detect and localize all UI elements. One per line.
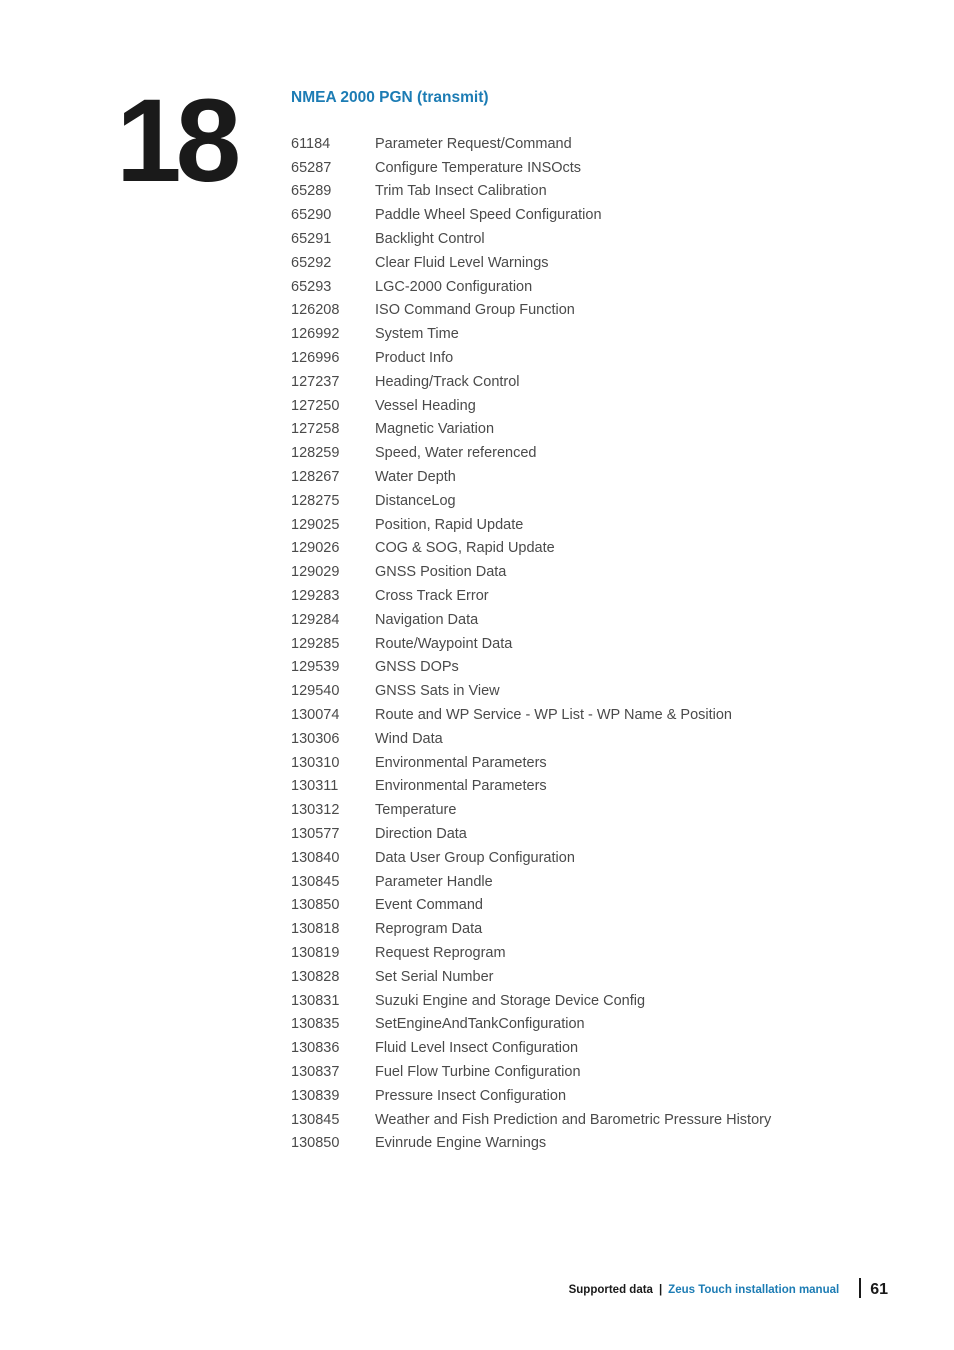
pgn-description: Data User Group Configuration <box>375 849 575 866</box>
pgn-description: Fuel Flow Turbine Configuration <box>375 1063 581 1080</box>
pgn-description: Pressure Insect Configuration <box>375 1087 567 1104</box>
pgn-code: 130850 <box>291 1135 340 1152</box>
pgn-row <box>291 465 771 489</box>
pgn-row <box>291 418 771 442</box>
pgn-description: LGC-2000 Configuration <box>375 278 533 295</box>
pgn-description: Event Command <box>375 897 483 914</box>
pgn-row <box>291 656 771 680</box>
pgn-row <box>291 1036 771 1060</box>
pgn-description: GNSS Sats in View <box>375 683 500 700</box>
pgn-row <box>291 751 771 775</box>
pgn-row <box>291 1108 771 1132</box>
pgn-description: Configure Temperature INSOcts <box>375 159 582 176</box>
pgn-code: 130845 <box>291 1111 340 1128</box>
pgn-row <box>291 275 771 299</box>
pgn-description: Paddle Wheel Speed Configuration <box>375 207 602 224</box>
pgn-row <box>291 608 771 632</box>
pgn-description: Route and WP Service - WP List - WP Name & Position <box>375 707 732 724</box>
pgn-description: DistanceLog <box>375 492 456 509</box>
pgn-row <box>291 775 771 799</box>
pgn-description: Evinrude Engine Warnings <box>375 1135 547 1152</box>
pgn-row <box>291 1131 771 1155</box>
pgn-description: Water Depth <box>375 469 456 486</box>
pgn-description: Heading/Track Control <box>375 373 520 390</box>
pgn-row <box>291 513 771 537</box>
pgn-row <box>291 798 771 822</box>
pgn-row <box>291 679 771 703</box>
pgn-description: Parameter Handle <box>375 873 493 890</box>
pgn-description: COG & SOG, Rapid Update <box>375 540 555 557</box>
pgn-description: Environmental Parameters <box>375 778 547 795</box>
pgn-description: Wind Data <box>375 730 443 747</box>
pgn-description: Route/Waypoint Data <box>375 635 513 652</box>
pgn-code: 127237 <box>291 373 340 390</box>
pgn-list <box>291 132 771 1155</box>
pgn-row <box>291 180 771 204</box>
pgn-row <box>291 1012 771 1036</box>
pgn-row <box>291 1060 771 1084</box>
pgn-description: Position, Rapid Update <box>375 516 524 533</box>
pgn-description: Product Info <box>375 350 454 367</box>
pgn-code: 65290 <box>291 207 332 224</box>
pgn-code: 130831 <box>291 992 340 1009</box>
footer-manual-title: Zeus Touch installation manual <box>668 1284 840 1296</box>
pgn-row <box>291 203 771 227</box>
pgn-description: Cross Track Error <box>375 588 489 605</box>
pgn-code: 65291 <box>291 231 332 248</box>
pgn-code: 61184 <box>291 135 331 152</box>
page-footer <box>569 1280 888 1300</box>
pgn-row <box>291 846 771 870</box>
pgn-description: GNSS DOPs <box>375 659 459 676</box>
section-title: NMEA 2000 PGN (transmit) <box>291 89 489 106</box>
pgn-code: 129285 <box>291 635 340 652</box>
pgn-description: Clear Fluid Level Warnings <box>375 254 549 271</box>
pgn-code: 130818 <box>291 921 340 938</box>
pgn-code: 130306 <box>291 730 340 747</box>
pgn-code: 130828 <box>291 968 340 985</box>
pgn-description: Request Reprogram <box>375 944 506 961</box>
pgn-row <box>291 917 771 941</box>
footer-divider <box>859 1278 861 1298</box>
pgn-description: Vessel Heading <box>375 397 476 414</box>
pgn-code: 129026 <box>291 540 340 557</box>
pgn-row <box>291 537 771 561</box>
pgn-row <box>291 132 771 156</box>
pgn-code: 130835 <box>291 1016 340 1033</box>
pgn-code: 130312 <box>291 802 340 819</box>
pgn-description: Weather and Fish Prediction and Barometric Pressure History <box>375 1111 772 1128</box>
pgn-row <box>291 727 771 751</box>
pgn-row <box>291 560 771 584</box>
footer-section-name: Supported data <box>568 1284 653 1296</box>
pgn-description: Suzuki Engine and Storage Device Config <box>375 992 646 1009</box>
pgn-row <box>291 703 771 727</box>
pgn-code: 130577 <box>291 826 340 842</box>
pgn-code: 129540 <box>291 683 340 700</box>
pgn-row <box>291 894 771 918</box>
pgn-description: System Time <box>375 326 459 343</box>
pgn-code: 65292 <box>291 254 332 271</box>
pgn-description: Navigation Data <box>375 611 479 628</box>
page-number: 61 <box>870 1281 888 1298</box>
pgn-code: 127250 <box>291 397 340 414</box>
pgn-description: Backlight Control <box>375 231 485 248</box>
pgn-description: GNSS Position Data <box>375 564 507 581</box>
pgn-description: Speed, Water referenced <box>375 445 537 462</box>
pgn-description: Magnetic Variation <box>375 421 495 438</box>
pgn-code: 126996 <box>291 350 340 367</box>
pgn-code: 130819 <box>291 944 340 961</box>
pgn-code: 127258 <box>291 421 340 438</box>
pgn-row <box>291 346 771 370</box>
pgn-description: Environmental Parameters <box>375 754 547 771</box>
pgn-code: 128267 <box>291 469 340 486</box>
pgn-code: 130837 <box>291 1063 340 1080</box>
pgn-code: 130845 <box>291 873 340 890</box>
pgn-code: 129284 <box>291 611 340 628</box>
pgn-description: Direction Data <box>375 826 467 842</box>
pgn-code: 130839 <box>291 1087 340 1104</box>
pgn-code: 130074 <box>291 707 340 724</box>
pgn-code: 130840 <box>291 849 340 866</box>
pgn-row <box>291 1084 771 1108</box>
pgn-row <box>291 251 771 275</box>
pgn-code: 126208 <box>291 302 340 319</box>
pgn-description: Parameter Request/Command <box>375 135 572 152</box>
pgn-description: Temperature <box>375 802 457 819</box>
pgn-code: 130836 <box>291 1040 340 1057</box>
pgn-code: 130850 <box>291 897 340 914</box>
pgn-code: 130311 <box>291 778 339 795</box>
pgn-row <box>291 441 771 465</box>
pgn-row <box>291 989 771 1013</box>
pgn-row <box>291 299 771 323</box>
pgn-description: Set Serial Number <box>375 968 494 985</box>
pgn-code: 65289 <box>291 183 332 200</box>
pgn-row <box>291 322 771 346</box>
chapter-number: 18 <box>116 75 236 207</box>
pgn-description: SetEngineAndTankConfiguration <box>375 1016 585 1033</box>
pgn-row <box>291 394 771 418</box>
pgn-description: Fluid Level Insect Configuration <box>375 1040 579 1057</box>
pgn-code: 65293 <box>291 278 332 295</box>
pgn-row <box>291 370 771 394</box>
pgn-row <box>291 227 771 251</box>
footer-separator: | <box>658 1284 663 1296</box>
pgn-row <box>291 584 771 608</box>
pgn-code: 129283 <box>291 588 340 605</box>
pgn-row <box>291 632 771 656</box>
pgn-row <box>291 870 771 894</box>
pgn-row <box>291 156 771 180</box>
pgn-description: Reprogram Data <box>375 921 483 938</box>
pgn-row <box>291 941 771 965</box>
pgn-description: ISO Command Group Function <box>375 302 575 319</box>
pgn-row <box>291 489 771 513</box>
pgn-code: 129539 <box>291 659 340 676</box>
pgn-code: 128259 <box>291 445 340 462</box>
pgn-code: 129025 <box>291 516 340 533</box>
pgn-row <box>291 822 771 846</box>
pgn-code: 129029 <box>291 564 340 581</box>
pgn-code: 126992 <box>291 326 340 343</box>
pgn-row <box>291 965 771 989</box>
pgn-description: Trim Tab Insect Calibration <box>375 183 547 200</box>
pgn-code: 128275 <box>291 492 340 509</box>
pgn-code: 130310 <box>291 754 340 771</box>
pgn-code: 65287 <box>291 159 332 176</box>
